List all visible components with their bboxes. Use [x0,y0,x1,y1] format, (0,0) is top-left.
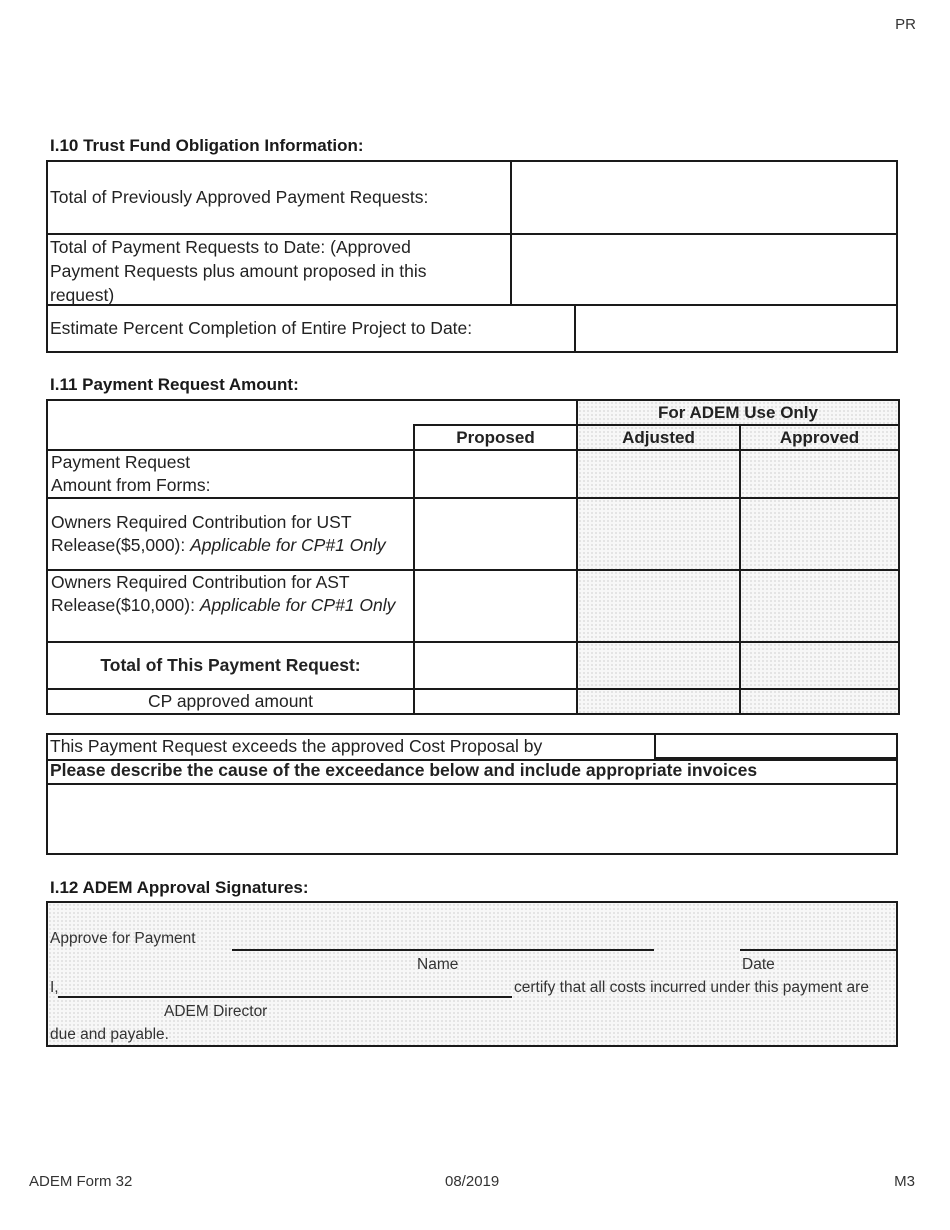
ust-proposed-field[interactable] [414,498,577,570]
exceedance-description-field[interactable] [48,785,896,853]
ast-proposed-field[interactable] [414,570,577,642]
table-row [47,498,899,570]
approve-for-payment-label: Approve for Payment [50,930,196,947]
director-name-line[interactable] [58,996,512,998]
adem-use-only-header: For ADEM Use Only [577,400,899,425]
exceedance-amount-field[interactable] [654,735,898,759]
page-corner-tag: PR [895,16,916,33]
ust-approved-field [740,498,899,570]
table-row [47,570,899,642]
approved-column-header: Approved [740,425,899,450]
total-payment-request-label: Total of This Payment Request: [47,642,414,689]
total-adjusted-field [577,642,740,689]
section-title-trust-fund: I.10 Trust Fund Obligation Information: [50,136,364,155]
forms-proposed-field[interactable] [414,450,577,498]
ust-label-note: Applicable for CP#1 Only [190,535,386,555]
obligation-row-previously-approved [48,162,896,235]
approval-signatures-box [46,901,898,1047]
row-label-line: Payment Request [51,452,191,472]
ast-approved-field [740,570,899,642]
section-title-payment-request: I.11 Payment Request Amount: [50,375,299,394]
ast-label-text: Owners Required Contribution for AST Release($10,000): [51,572,350,615]
blank-header-cell [47,425,414,450]
adjusted-column-header: Adjusted [577,425,740,450]
payment-request-table [46,399,900,715]
section-title-approval-signatures: I.12 ADEM Approval Signatures: [50,878,309,897]
row-label-ust [47,498,414,570]
ast-label-note: Applicable for CP#1 Only [199,595,396,615]
approval-name-line[interactable] [232,949,654,951]
footer-code: M3 [894,1173,915,1190]
obligation-label: Estimate Percent Completion of Entire Project to Date: [50,318,473,338]
exceedance-box [46,733,898,855]
table-row [47,642,899,689]
due-and-payable-text: due and payable. [50,1026,169,1043]
name-caption: Name [417,956,459,973]
cp-approved-adjusted-field [577,689,740,714]
obligation-row-to-date [48,235,896,306]
cp-approved-amount-label: CP approved amount [47,689,414,714]
date-caption: Date [742,956,775,973]
footer-revision-date: 08/2019 [445,1173,500,1190]
ust-adjusted-field [577,498,740,570]
approval-date-line[interactable] [740,949,898,951]
adem-director-caption: ADEM Director [164,1003,268,1020]
requests-to-date-total-field[interactable] [510,235,896,304]
previously-approved-total-field[interactable] [510,162,896,233]
cp-approved-proposed-field[interactable] [414,689,577,714]
total-proposed-field[interactable] [414,642,577,689]
total-approved-field [740,642,899,689]
obligation-label: Total of Payment Requests to Date: (Approved Payment Requests plus amount proposed in this request) [50,237,427,305]
ast-adjusted-field [577,570,740,642]
forms-approved-field [740,450,899,498]
trust-fund-obligation-table [46,160,898,353]
blank-header-cell [47,400,577,425]
cp-approved-approved-field [740,689,899,714]
proposed-column-header: Proposed [414,425,577,450]
forms-adjusted-field [577,450,740,498]
certify-prefix: I, [50,979,59,996]
table-row [47,450,899,498]
row-label-forms [47,450,414,498]
exceedance-statement: This Payment Request exceeds the approved Cost Proposal by [50,736,543,756]
table-row [47,689,899,714]
obligation-row-percent-completion [48,306,896,351]
certify-statement: certify that all costs incurred under this payment are [514,979,869,996]
footer-form-number: ADEM Form 32 [29,1173,133,1190]
percent-completion-field[interactable] [574,306,896,351]
row-label-line: Amount from Forms: [51,475,211,495]
row-label-ast [47,570,414,642]
ust-label-text: Owners Required Contribution for UST Release($5,000): [51,512,352,555]
obligation-label: Total of Previously Approved Payment Requests: [50,187,429,207]
exceedance-instructions: Please describe the cause of the exceedance below and include appropriate invoices [50,760,758,780]
